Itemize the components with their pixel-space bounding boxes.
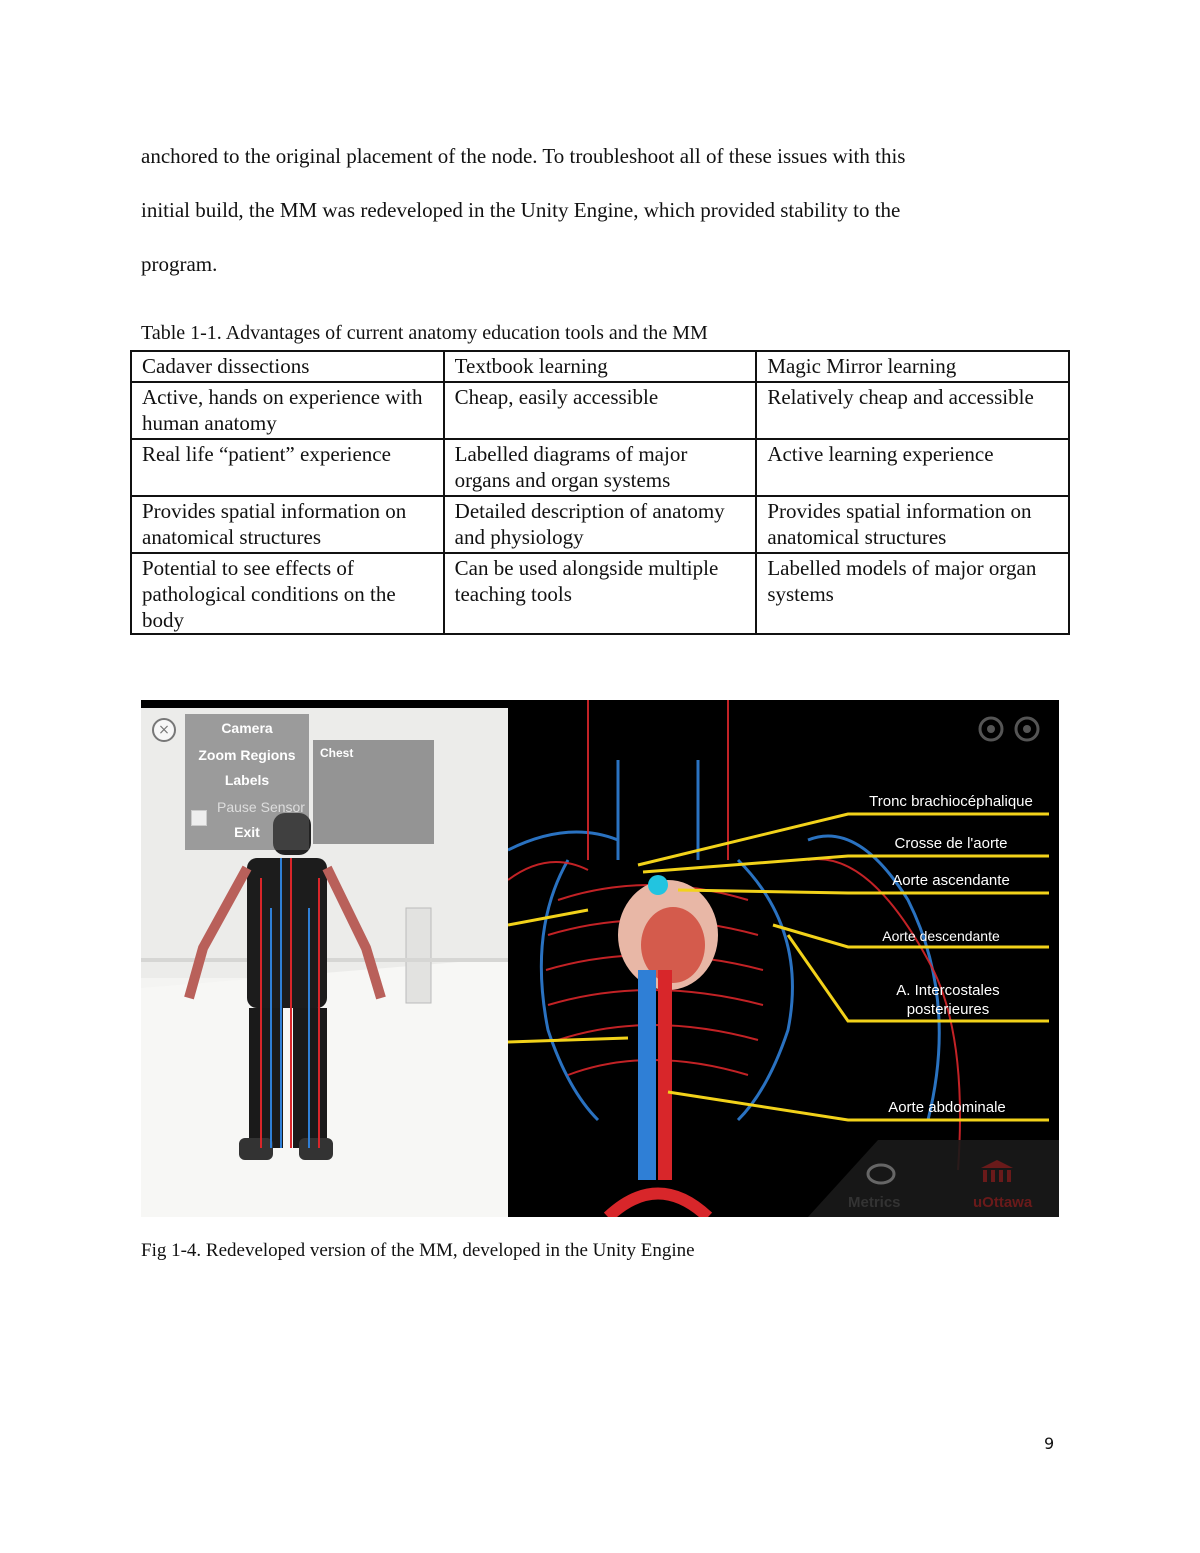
- table-header-cell: Cadaver dissections: [131, 351, 444, 382]
- table-cell: Real life “patient” experience: [131, 439, 444, 496]
- label-crosse-aorte: Crosse de l'aorte: [894, 835, 1008, 852]
- metrics-icon: [866, 1163, 896, 1185]
- advantages-table: [130, 350, 1070, 635]
- uottawa-logo-label: uOttawa: [973, 1194, 1033, 1211]
- table-header-row: [131, 351, 1069, 382]
- table-header-cell: Textbook learning: [444, 351, 757, 382]
- table-header-cell: Magic Mirror learning: [756, 351, 1069, 382]
- label-aorte-descendante: Aorte descendante: [882, 928, 1000, 944]
- menu-pause-sensor[interactable]: Pause Sensor: [217, 799, 305, 815]
- zoom-region-dropdown[interactable]: [313, 740, 434, 844]
- table-cell: Provides spatial information on anatomical structures: [131, 496, 444, 553]
- table-cell: Active, hands on experience with human anatomy: [131, 382, 444, 439]
- anatomy-3d-view: [508, 700, 1059, 1217]
- table-cell: Can be used alongside multiple teaching tools: [444, 553, 757, 634]
- menu-exit[interactable]: Exit: [234, 824, 260, 840]
- body-line: initial build, the MM was redeveloped in the Unity Engine, which provided stability to the: [141, 198, 901, 222]
- table-cell: Detailed description of anatomy and physiology: [444, 496, 757, 553]
- table-row: [131, 496, 1069, 553]
- table-title: Table 1-1. Advantages of current anatomy education tools and the MM: [141, 322, 708, 344]
- close-button[interactable]: ×: [152, 718, 176, 742]
- table-row: [131, 382, 1069, 439]
- metrics-button[interactable]: Metrics: [848, 1194, 901, 1211]
- label-aorte-abdominale: Aorte abdominale: [888, 1099, 1006, 1116]
- table-cell: Relatively cheap and accessible: [756, 382, 1069, 439]
- table-cell: Labelled diagrams of major organs and organ systems: [444, 439, 757, 496]
- app-menu: [185, 714, 309, 850]
- table-cell: Cheap, easily accessible: [444, 382, 757, 439]
- table-row: [131, 553, 1069, 634]
- uottawa-building-icon: [979, 1158, 1015, 1186]
- menu-camera[interactable]: Camera: [221, 720, 273, 736]
- page-number: 9: [1044, 1434, 1055, 1453]
- table-cell: Active learning experience: [756, 439, 1069, 496]
- dropdown-selected-value: Chest: [320, 746, 354, 760]
- table-cell: Potential to see effects of pathological conditions on the body: [131, 553, 444, 634]
- body-line: program.: [141, 252, 218, 276]
- label-posterieures: posterieures: [906, 1001, 990, 1018]
- label-aorte-ascendante: Aorte ascendante: [892, 872, 1010, 889]
- body-paragraph: [141, 129, 1041, 291]
- table-row: [131, 439, 1069, 496]
- table-cell: Provides spatial information on anatomical structures: [756, 496, 1069, 553]
- label-tronc-brachiocephalique: Tronc brachiocéphalique: [869, 793, 1033, 810]
- menu-zoom-regions[interactable]: Zoom Regions: [198, 747, 296, 763]
- body-line: anchored to the original placement of the node. To troubleshoot all of these issues with this: [141, 144, 906, 168]
- menu-labels[interactable]: Labels: [224, 772, 270, 788]
- label-intercostales: A. Intercostales: [896, 982, 1000, 999]
- mm-screenshot-figure: [141, 700, 1059, 1217]
- table-cell: Labelled models of major organ systems: [756, 553, 1069, 634]
- figure-caption: Fig 1-4. Redeveloped version of the MM, developed in the Unity Engine: [141, 1240, 695, 1261]
